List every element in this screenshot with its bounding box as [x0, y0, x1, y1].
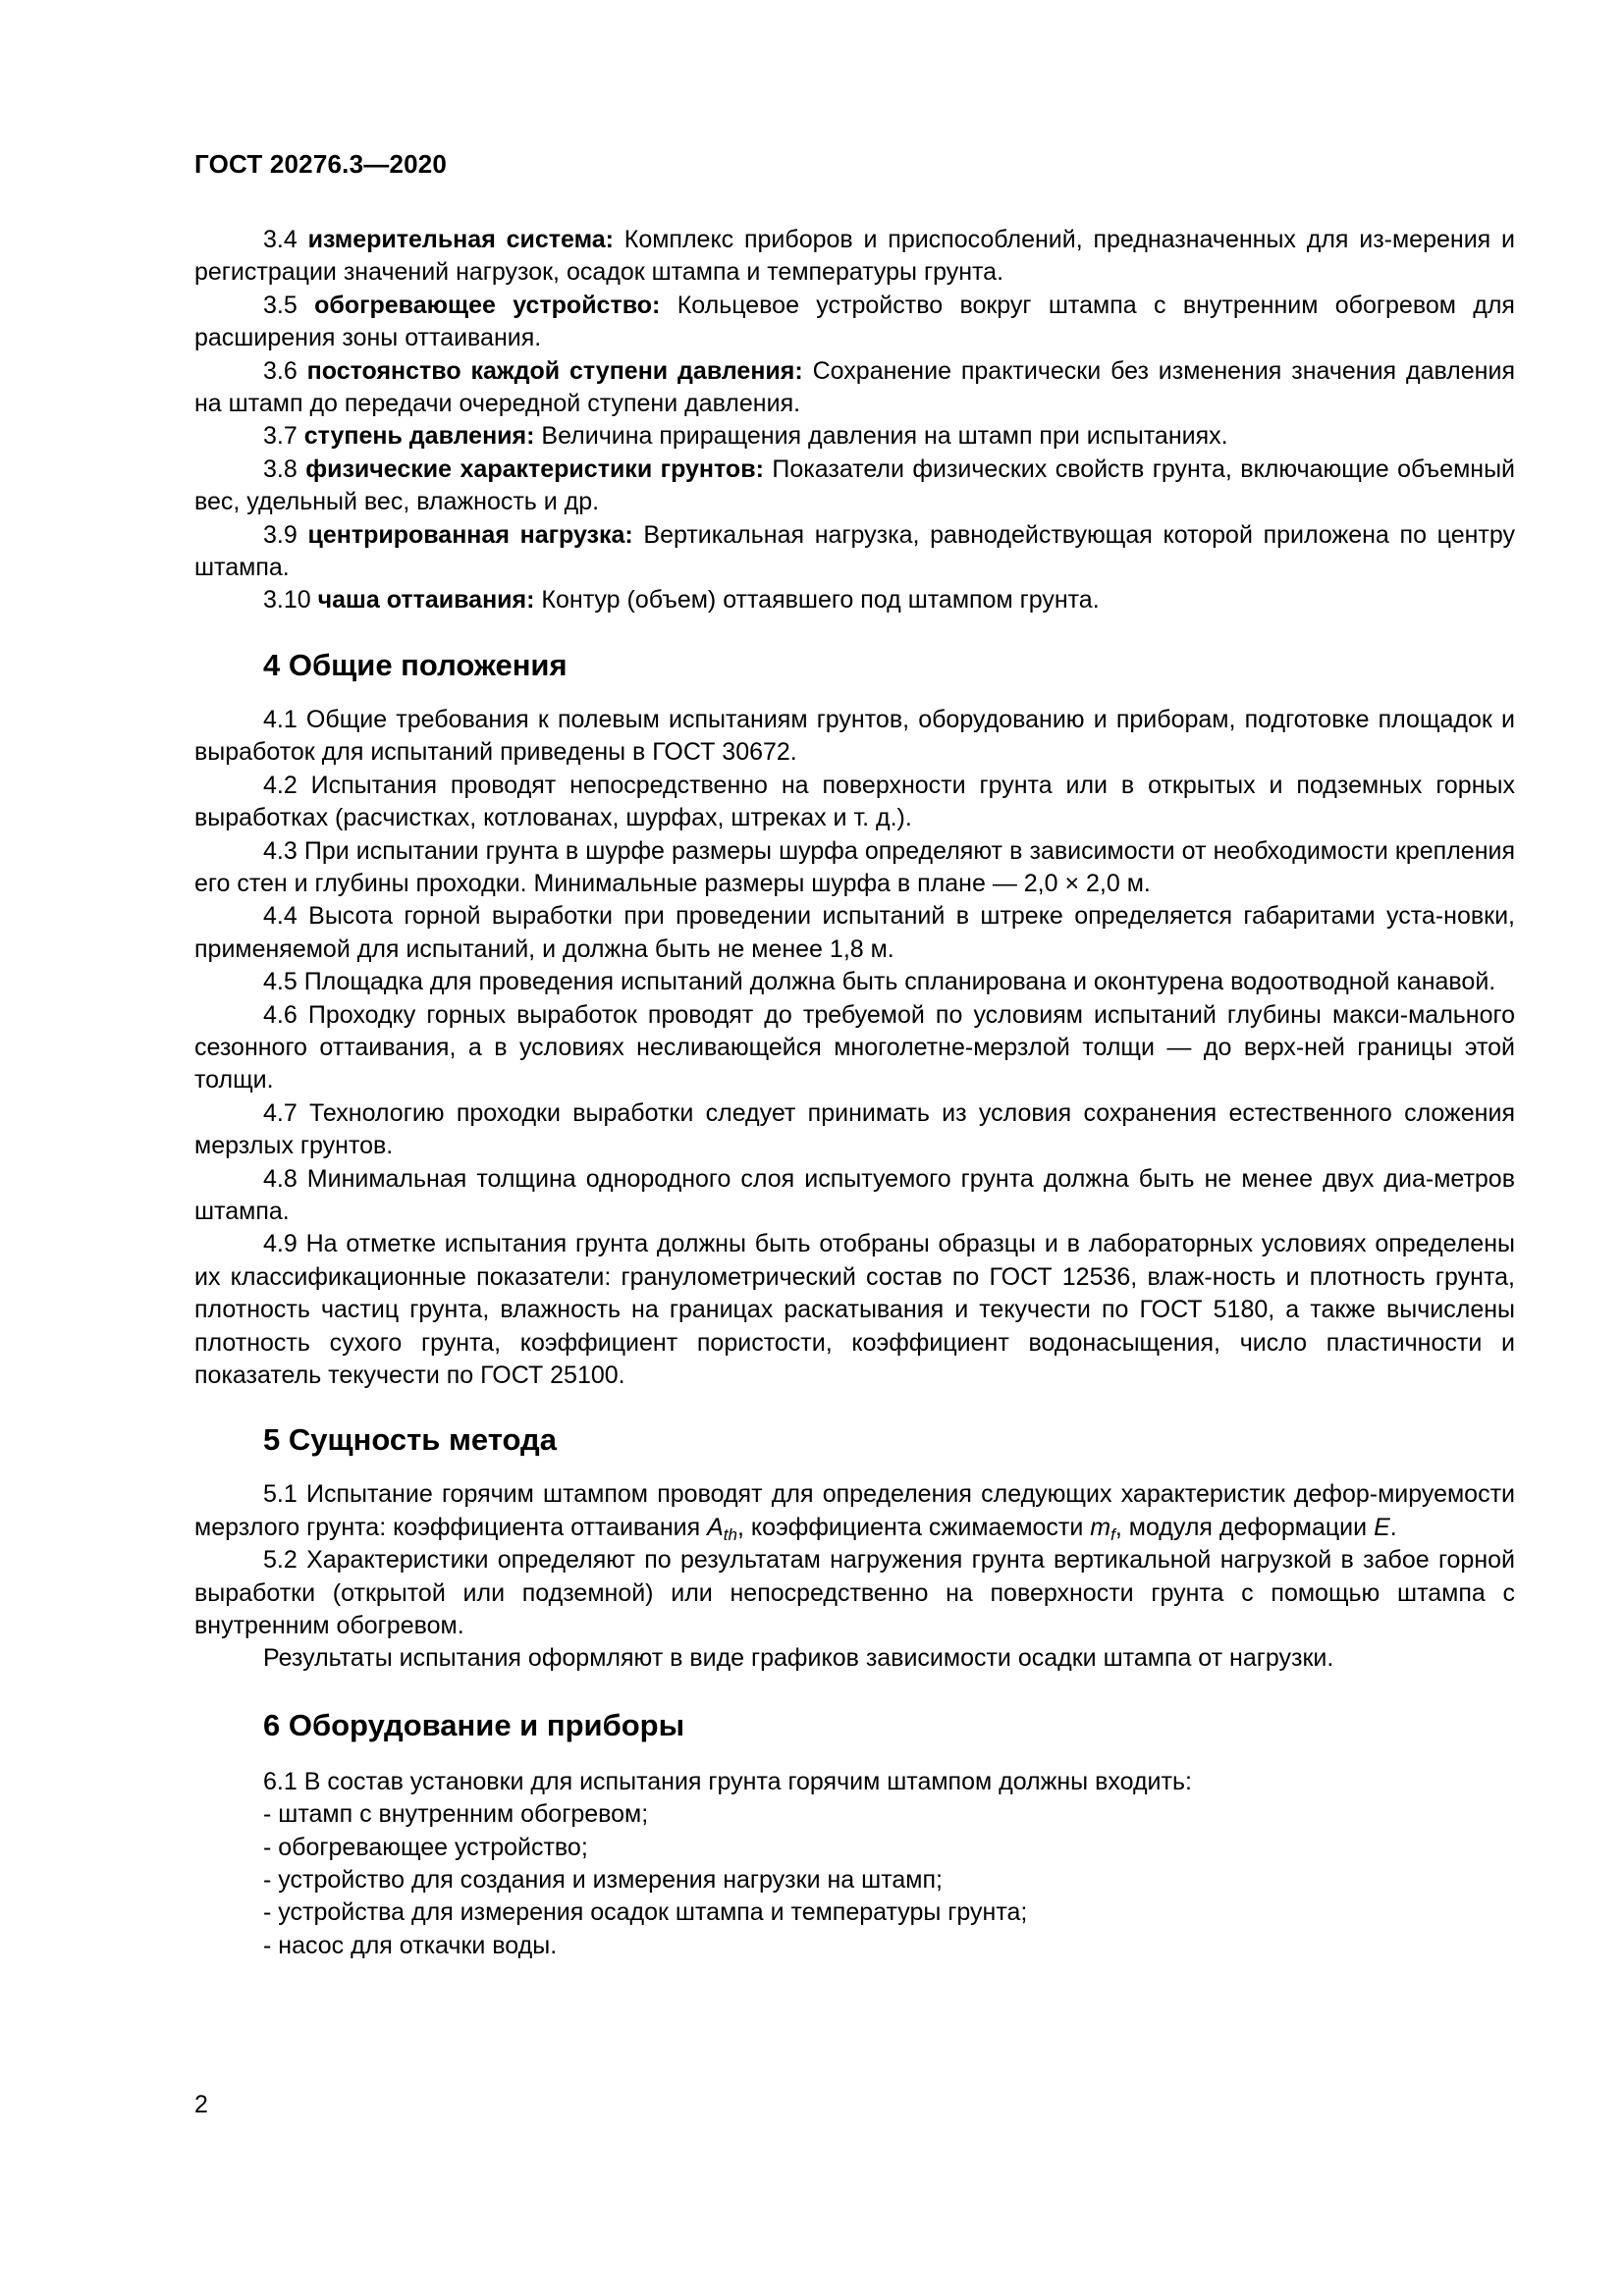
- term: центрированная нагрузка:: [307, 520, 633, 549]
- paragraph-4-3: 4.3 При испытании грунта в шурфе размеры шурфа определяют в зависимости от необходимости крепления его стен и глубины проходки. Минимальные размеры шурфа в плане — 2,0 × 2,0 м.: [194, 836, 1515, 897]
- paragraph-4-7: 4.7 Технологию проходки выработки следует принимать из условия сохранения естественного сложения мерзлых грунтов.: [194, 1098, 1515, 1160]
- list-item: - насос для откачки воды.: [263, 1931, 558, 1959]
- paragraph-4-9: 4.9 На отметке испытания грунта должны быть отобраны образцы и в лабораторных условиях определены их классификационные показатели: гранулометрический состав по ГОСТ 12536, влаж-ность и плотность грунта, плотность частиц грунта, влажность на границах раскатывания и текучести по ГОСТ 5180, а также вычислены плотность сухого грунта, коэффициент пористости, коэффициент водонасыщения, число пластичности и показатель текучести по ГОСТ 25100.: [194, 1230, 1515, 1389]
- definition-3-7: 3.7 ступень давления: Величина приращения давления на штамп при испытаниях.: [263, 422, 1228, 451]
- definition-3-9: 3.9 центрированная нагрузка: Вертикальная нагрузка, равнодействующая которой приложена по центру штампа.: [194, 520, 1515, 582]
- paragraph-5-1: 5.1 Испытание горячим штампом проводят для определения следующих характеристик дефор-мируемости мерзлого грунта: коэффициента оттаивания $A_{th}$, коэффициента сжимаемости $m_f$, модуля деформации E.: [194, 1480, 1515, 1544]
- list-item: - устройства для измерения осадок штампа и температуры грунта;: [263, 1898, 1028, 1927]
- list-item: - штамп с внутренним обогревом;: [263, 1800, 649, 1829]
- paragraph-4-1: 4.1 Общие требования к полевым испытаниям грунтов, оборудованию и приборам, подготовке площадок и выработок для испытаний приведены в ГОСТ 30672.: [194, 705, 1515, 767]
- term: обогревающее устройство:: [314, 291, 661, 319]
- definition-3-4: 3.4 измерительная система: Комплекс приборов и приспособлений, предназначенных для из-мерения и регистрации значений нагрузок, осадок штампа и температуры грунта.: [194, 226, 1515, 287]
- term: чаша оттаивания:: [317, 586, 535, 614]
- term: ступень давления:: [303, 422, 535, 451]
- term: измерительная система:: [307, 226, 614, 253]
- symbol-e: E: [1374, 1513, 1390, 1541]
- symbol-m: m: [1090, 1513, 1111, 1541]
- definition-3-10: 3.10 чаша оттаивания: Контур (объем) оттаявшего под штампом грунта.: [263, 586, 1100, 614]
- definition-3-6: 3.6 постоянство каждой ступени давления: Сохранение практически без изменения значения давления на штамп до передачи очередной ступени давления.: [194, 356, 1515, 418]
- paragraph-4-2: 4.2 Испытания проводят непосредственно на поверхности грунта или в открытых и подземных горных выработках (расчистках, котлованах, шурфах, штреках и т. д.).: [194, 771, 1515, 832]
- paragraph-4-4: 4.4 Высота горной выработки при проведении испытаний в штреке определяется габаритами уста-новки, применяемой для испытаний, и должна быть не менее 1,8 м.: [194, 902, 1515, 963]
- page-content: [194, 224, 1515, 1962]
- definition-3-5: 3.5 обогревающее устройство: Кольцевое устройство вокруг штампа с внутренним обогревом для расширения зоны оттаивания.: [194, 291, 1515, 352]
- paragraph-4-6: 4.6 Проходку горных выработок проводят до требуемой по условиям испытаний глубины макси-мального сезонного оттаивания, а в условиях несливающейся многолетне-мерзлой толщи — до верх-ней границы этой толщи.: [194, 1000, 1515, 1095]
- paragraph-4-8: 4.8 Минимальная толщина однородного слоя испытуемого грунта должна быть не менее двух диа-метров штампа.: [194, 1164, 1515, 1225]
- term: постоянство каждой ступени давления:: [306, 356, 803, 385]
- symbol-a: A: [707, 1513, 724, 1541]
- definition-3-8: 3.8 физические характеристики грунтов: Показатели физических свойств грунта, включающие объемный вес, удельный вес, влажность и др.: [194, 454, 1515, 516]
- paragraph-5-2: 5.2 Характеристики определяют по результатам нагружения грунта вертикальной нагрузкой в забое горной выработки (открытой или подземной) или непосредственно на поверхности грунта с помощью штампа с внутренним обогревом.: [194, 1546, 1515, 1640]
- paragraph-6-1: 6.1 В состав установки для испытания грунта горячим штампом должны входить:: [263, 1767, 1192, 1795]
- term: физические характеристики грунтов:: [305, 454, 764, 483]
- list-item: - устройство для создания и измерения нагрузки на штамп;: [263, 1866, 943, 1895]
- list-item: - обогревающее устройство;: [263, 1833, 588, 1861]
- equipment-list: [194, 1798, 1515, 1962]
- paragraph-4-5: 4.5 Площадка для проведения испытаний должна быть спланирована и оконтурена водоотводной канавой.: [263, 968, 1496, 996]
- section-6-heading: 6 Оборудование и приборы: [263, 1707, 685, 1742]
- paragraph-5-3: Результаты испытания оформляют в виде графиков зависимости осадки штампа от нагрузки.: [263, 1644, 1334, 1673]
- page-number: 2: [194, 2091, 208, 2118]
- section-4-heading: 4 Общие положения: [263, 647, 568, 682]
- standard-header: ГОСТ 20276.3—2020: [194, 149, 448, 179]
- section-5-heading: 5 Сущность метода: [263, 1422, 557, 1458]
